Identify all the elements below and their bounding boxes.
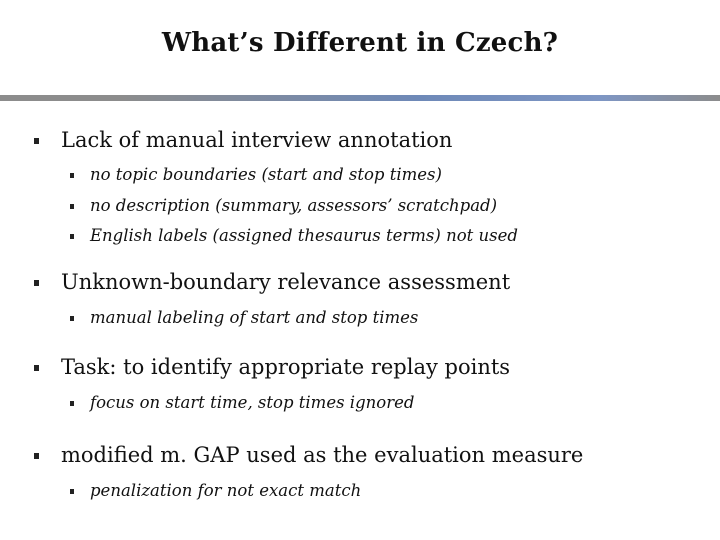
bullet-4 bbox=[34, 443, 714, 467]
bullet-2-text: Unknown-boundary relevance assessment bbox=[61, 270, 511, 294]
bullet-3-sub-1-text: focus on start time, stop times ignored bbox=[90, 393, 415, 412]
square-bullet-icon bbox=[70, 173, 74, 178]
bullet-3 bbox=[34, 355, 714, 379]
square-bullet-icon bbox=[34, 453, 39, 459]
bullet-2 bbox=[34, 270, 714, 294]
square-bullet-icon bbox=[70, 316, 74, 321]
bullet-4-sub-1 bbox=[70, 481, 720, 500]
slide-title: What’s Different in Czech? bbox=[161, 28, 559, 58]
bullet-1-text: Lack of manual interview annotation bbox=[61, 128, 453, 152]
bullet-2-sub-1-text: manual labeling of start and stop times bbox=[90, 308, 419, 327]
square-bullet-icon bbox=[70, 234, 74, 239]
square-bullet-icon bbox=[34, 138, 39, 144]
square-bullet-icon bbox=[34, 365, 39, 371]
bullet-1 bbox=[34, 128, 714, 152]
bullet-4-sub-1-text: penalization for not exact match bbox=[90, 481, 362, 500]
bullet-1-sub-3-text: English labels (assigned thesaurus terms) not used bbox=[90, 226, 518, 245]
bullet-3-text: Task: to identify appropriate replay points bbox=[61, 355, 511, 379]
bullet-1-sub-2-text: no description (summary, assessors’ scratchpad) bbox=[90, 196, 498, 215]
square-bullet-icon bbox=[70, 401, 74, 406]
bullet-2-sub-1 bbox=[70, 308, 720, 327]
square-bullet-icon bbox=[34, 280, 39, 286]
bullet-4-text: modified m. GAP used as the evaluation measure bbox=[61, 443, 584, 467]
bullet-1-sub-3 bbox=[70, 226, 720, 245]
square-bullet-icon bbox=[70, 489, 74, 494]
bullet-1-sub-1-text: no topic boundaries (start and stop times) bbox=[90, 165, 442, 184]
bullet-3-sub-1 bbox=[70, 393, 720, 412]
square-bullet-icon bbox=[70, 204, 74, 209]
bullet-1-sub-2 bbox=[70, 196, 720, 215]
bullet-1-sub-1 bbox=[70, 165, 720, 184]
